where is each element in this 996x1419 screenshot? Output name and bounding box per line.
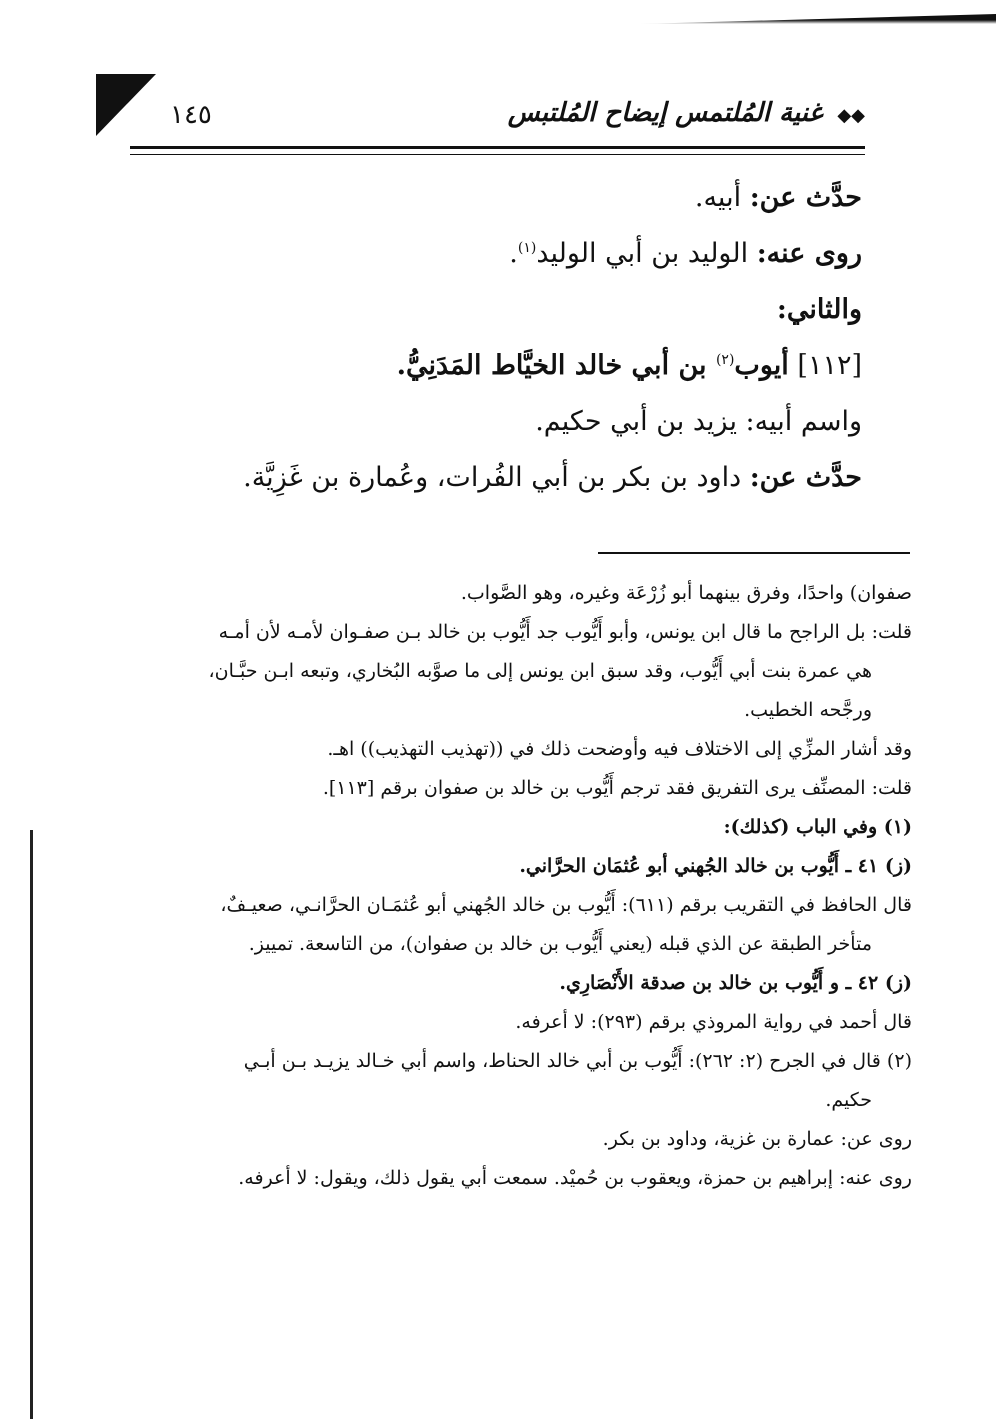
footnote-line: هي عمرة بنت أبي أَيُّوب، وقد سبق ابن يونس إلى ما صوَّبه البُخاري، وتبعه ابـن حبَّـان،	[208, 660, 872, 682]
footnote-heading	[130, 808, 912, 847]
footnote-line: وقد أشار المزِّي إلى الاختلاف فيه وأوضحت ذلك في ((تهذيب التهذيب)) اهـ.	[327, 738, 912, 760]
label-narrated-from-2: حدَّث عن:	[749, 462, 862, 493]
running-title	[508, 98, 865, 128]
footnote-line: حكيم.	[825, 1089, 872, 1111]
footnote-ref-1: (١)	[517, 240, 537, 256]
footnote-separator	[598, 552, 910, 554]
footnote-line: ورجَّحه الخطيب.	[744, 699, 872, 721]
main-line-5: واسم أبيه: يزيد بن أبي حكيم.	[535, 406, 862, 437]
label-narrated-from: حدَّث عن:	[749, 182, 862, 213]
main-line-2-end: .	[509, 238, 518, 269]
footnote-ref-2: (٢)	[715, 352, 735, 368]
main-line-2-text: الوليد بن أبي الوليد	[536, 238, 757, 269]
main-line-1-text: أبيه.	[694, 182, 750, 213]
footnote-line: روى عنه: إبراهيم بن حمزة، ويعقوب بن حُميْد. سمعت أبي يقول ذلك، ويقول: لا أعرفه.	[238, 1167, 912, 1189]
footnote-line: قلت: المصنِّف يرى التفريق فقد ترجم أَيُّوب بن خالد بن صفوان برقم [١١٣].	[322, 777, 912, 799]
main-line-3	[150, 282, 862, 338]
footnote-line: قال الحافظ في التقريب برقم (٦١١): أَيُّوب بن خالد الجُهني أبو عُثمَـان الحرَّانـي، صعيـفٌ،	[220, 894, 912, 916]
header-rule	[130, 146, 865, 155]
main-text	[150, 170, 862, 506]
label-second: والثاني:	[776, 294, 862, 325]
footnote-subheading	[130, 847, 912, 886]
diamond-ornament-icon: ◆◆	[837, 105, 865, 126]
entry-name: أيوب	[734, 350, 789, 381]
label-narrated-by: روى عنه:	[756, 238, 862, 269]
scan-edge-left	[30, 830, 33, 1419]
main-line-6-text: داود بن بكر بن أبي الفُرات، وعُمارة بن غَزِيَّة.	[243, 462, 750, 493]
main-line-2	[150, 226, 862, 282]
footnote-line: قلت: بل الراجح ما قال ابن يونس، وأبو أَيُّوب جد أَيُّوب بن خالد بـن صفـوان لأمـه لأن أمـه	[218, 621, 912, 643]
page-number: ١٤٥	[170, 100, 212, 130]
footnote-line: قال أحمد في رواية المروذي برقم (٢٩٣): لا أعرفه.	[515, 1011, 912, 1033]
main-line-6	[150, 450, 862, 506]
running-title-text: غنية المُلتمس إيضاح المُلتبس	[507, 98, 823, 128]
scan-edge-top	[640, 14, 996, 24]
footnote-subheading-text: (ز) ٤٢ ـ و أَيُّوب بن خالد بن صدقة الأَنْصَارِي.	[559, 972, 912, 994]
footnote-heading-text: (١) وفي الباب (كذلك):	[723, 816, 912, 838]
page-header	[130, 98, 865, 142]
footnote-line: (٢) قال في الجرح (٢: ٢٦٢): أَيُّوب بن أبي خالد الحناط، واسم أبي خـالد يزيـد بـن أبـي	[243, 1050, 912, 1072]
footnote-line: صفوان) واحدًا، وفرق بينهما أبو زُرْعَة وغيره، وهو الصَّواب.	[460, 582, 912, 604]
entry-name-rest: بن أبي خالد الخيَّاط المَدَنِيُّ.	[396, 350, 716, 381]
footnote-subheading-text: (ز) ٤١ ـ أَيُّوب بن خالد الجُهني أبو عُثمَان الحرَّاني.	[519, 855, 912, 877]
footnotes	[130, 574, 912, 1198]
entry-number: [١١٢]	[788, 350, 862, 381]
footnote-line: متأخر الطبقة عن الذي قبله (يعني أَيُّوب بن خالد بن صفوان)، من التاسعة. تمييز.	[248, 933, 872, 955]
main-line-1	[150, 170, 862, 226]
footnote-subheading	[130, 964, 912, 1003]
footnote-line: روى عن: عمارة بن غزية، وداود بن بكر.	[602, 1128, 912, 1150]
entry-heading	[150, 338, 862, 394]
